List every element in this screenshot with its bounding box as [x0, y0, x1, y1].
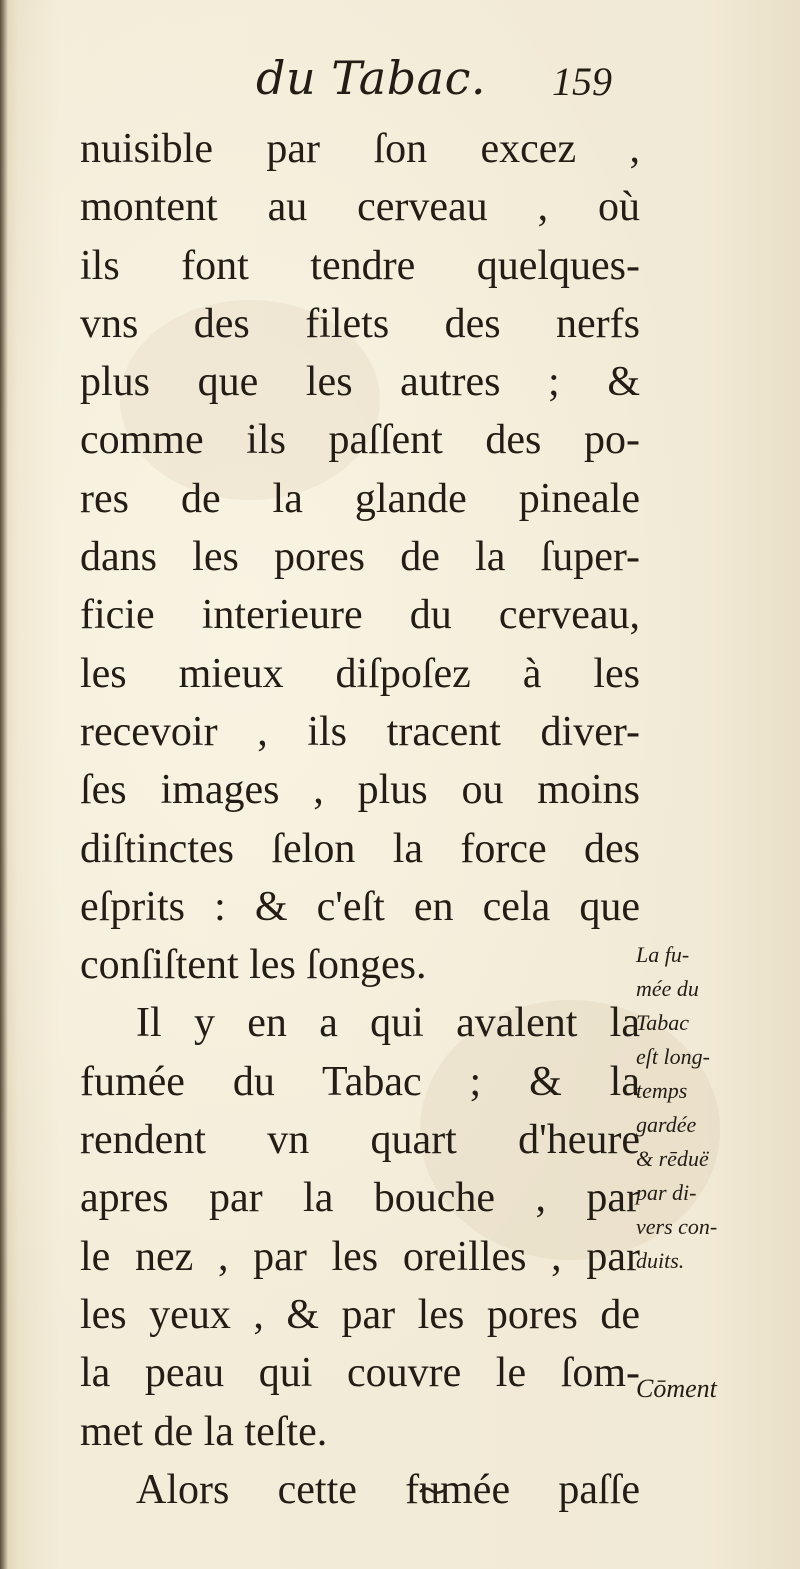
- text-line: le nez , par les oreilles , par: [80, 1233, 640, 1280]
- marginal-note-line: par di-: [636, 1180, 697, 1205]
- text-line: la peau qui couvre le ſom-: [80, 1350, 640, 1397]
- marginal-note-line: mée du: [636, 976, 699, 1001]
- marginal-note-line: eſt long-: [636, 1044, 710, 1069]
- text-line: ſes images , plus ou moins: [80, 767, 640, 814]
- text-line: vns des filets des nerfs: [80, 300, 640, 347]
- text-line: eſprits : & c'eſt en cela que: [80, 883, 640, 930]
- marginal-note-line: La fu-: [636, 942, 690, 967]
- text-line: plus que les autres ; &: [80, 359, 640, 406]
- marginal-note: [636, 938, 766, 1278]
- marginal-note-line: vers con-: [636, 1214, 718, 1239]
- marginal-note-line: Cōment: [636, 1374, 717, 1403]
- marginal-note-catchword: [636, 1372, 766, 1406]
- running-head: [0, 48, 800, 108]
- text-line: apres par la bouche , par: [80, 1175, 640, 1222]
- text-line: les mieux diſpoſez à les: [80, 650, 640, 697]
- text-line: diſtinctes ſelon la force des: [80, 825, 640, 872]
- text-line: montent au cerveau , où: [80, 184, 640, 231]
- text-line: fumée du Tabac ; & la: [80, 1058, 640, 1105]
- text-line: ficie interieure du cerveau,: [80, 592, 640, 639]
- text-line: dans les pores de la ſuper-: [80, 534, 640, 581]
- ornament-mark: [418, 1484, 448, 1496]
- text-line: met de la teſte.: [80, 1408, 328, 1455]
- marginal-note-line: duits.: [636, 1248, 685, 1273]
- text-line: ils font tendre quelques-: [80, 242, 640, 289]
- marginal-note-line: temps: [636, 1078, 688, 1103]
- paragraph-start-line: Alors cette fumée paſſe: [136, 1466, 640, 1513]
- marginal-note-line: & rēduë: [636, 1146, 709, 1171]
- marginal-note-line: gardée: [636, 1112, 697, 1137]
- text-line: nuisible par ſon excez ,: [80, 126, 640, 172]
- text-line: conſiſtent les ſonges.: [80, 942, 427, 989]
- text-line: rendent vn quart d'heure: [80, 1117, 640, 1164]
- spine-shadow: [0, 0, 8, 1569]
- paragraph-start-line: Il y en a qui avalent la: [136, 1000, 640, 1047]
- text-line: comme ils paſſent des po-: [80, 417, 640, 464]
- running-title: du Tabac.: [256, 51, 486, 105]
- marginal-note-line: Tabac: [636, 1010, 689, 1035]
- text-line: recevoir , ils tracent diver-: [80, 708, 640, 755]
- text-line: les yeux , & par les pores de: [80, 1291, 640, 1338]
- text-line: res de la glande pineale: [80, 475, 640, 522]
- main-text: [80, 120, 640, 1519]
- page-number: 159: [552, 59, 612, 104]
